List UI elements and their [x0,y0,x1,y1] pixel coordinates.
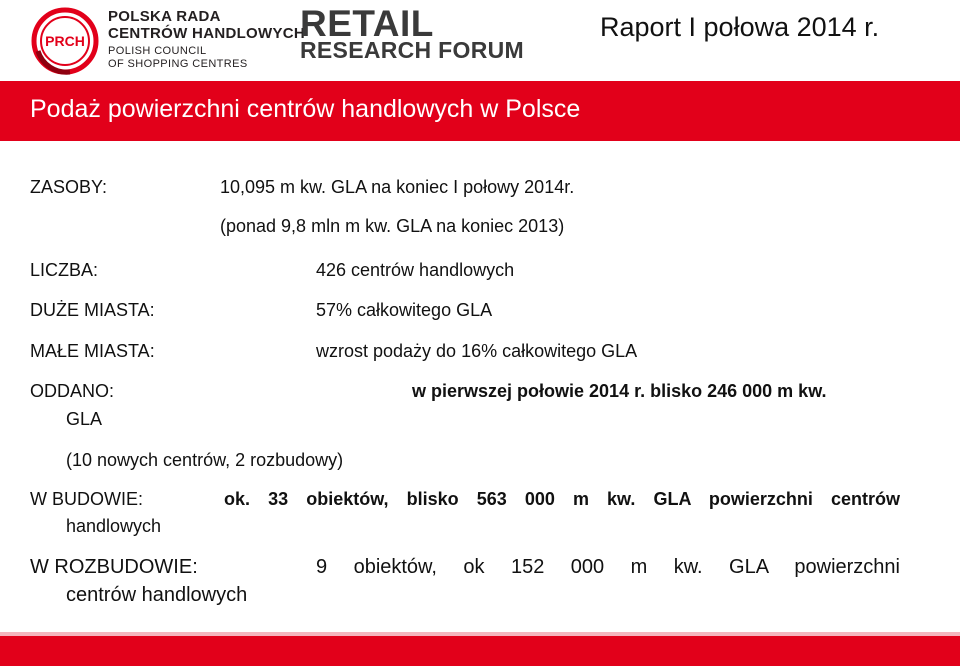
oddano-label: ODDANO: [30,381,115,401]
retail-research-forum-logo-line2: RESEARCH FORUM [300,37,524,63]
oddano-note: (10 nowych centrów, 2 rozbudowy) [66,450,344,470]
liczba-label: LICZBA: [30,260,99,280]
zasoby-previous-value: (ponad 9,8 mln m kw. GLA na koniec 2013) [220,216,565,236]
duze-miasta-label: DUŻE MIASTA: [30,300,155,320]
bottom-bar [0,636,960,666]
liczba-value: 426 centrów handlowych [316,260,515,280]
w-budowie-value: ok. 33 obiektów, blisko 563 000 m kw. GLA powierzchni centrów [224,489,900,509]
male-miasta-value: wzrost podaży do 16% całkowitego GLA [316,341,638,361]
prch-name-line4: OF SHOPPING CENTRES [108,58,248,70]
prch-name-line3: POLISH COUNCIL [108,45,207,57]
w-rozbudowie-label: W ROZBUDOWIE: [30,556,198,578]
prch-name-line1: POLSKA RADA [108,8,221,25]
page-title: Podaż powierzchni centrów handlowych w Polsce [30,95,581,123]
zasoby-value: 10,095 m kw. GLA na koniec I połowy 2014r. [220,177,575,197]
w-rozbudowie-value: 9 obiektów, ok 152 000 m kw. GLA powierzchni [316,556,900,578]
male-miasta-label: MAŁE MIASTA: [30,341,155,361]
w-budowie-label: W BUDOWIE: [30,489,143,509]
oddano-value-continued: GLA [66,409,103,429]
zasoby-label: ZASOBY: [30,177,108,197]
prch-name-line2: CENTRÓW HANDLOWYCH [108,25,306,42]
retail-research-forum-logo-line1: RETAIL [300,3,434,44]
report-title: Raport I połowa 2014 r. [600,12,880,42]
w-rozbudowie-value-continued: centrów handlowych [66,584,248,606]
prch-logo-icon [30,6,100,76]
duze-miasta-value: 57% całkowitego GLA [316,300,493,320]
oddano-value: w pierwszej połowie 2014 r. blisko 246 000 m kw. [412,381,827,401]
w-budowie-value-continued: handlowych [66,516,162,536]
prch-logo-badge: PRCH [45,33,85,49]
